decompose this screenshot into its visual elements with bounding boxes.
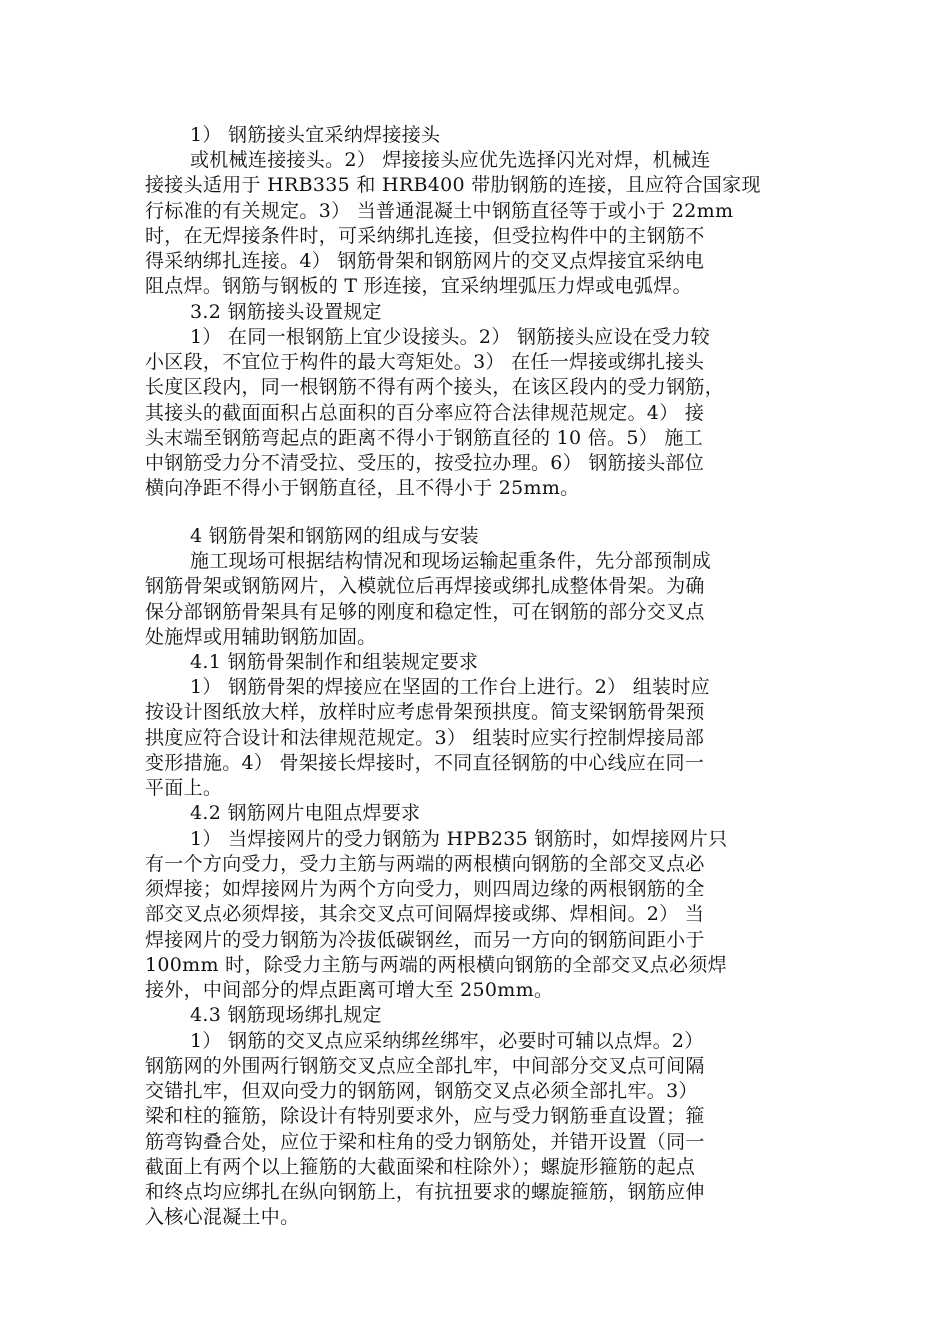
text-line: 头末端至钢筋弯起点的距离不得小于钢筋直径的 10 倍。5） 施工: [145, 427, 703, 449]
text-line: 梁和柱的箍筋，除设计有特别要求外，应与受力钢筋垂直设置；箍: [145, 1105, 705, 1127]
text-line: 处施焊或用辅助钢筋加固。: [145, 626, 377, 648]
text-line: 入核心混凝土中。: [145, 1206, 300, 1228]
text-line: 施工现场可根据结构情况和现场运输起重条件，先分部预制成: [190, 550, 712, 572]
text-line: 须焊接；如焊接网片为两个方向受力，则四周边缘的两根钢筋的全: [145, 878, 705, 900]
text-line: 拱度应符合设计和法律规范规定。3） 组装时应实行控制焊接局部: [145, 727, 705, 749]
text-line: 横向净距不得小于钢筋直径，且不得小于 25mm。: [145, 477, 580, 499]
text-line: 小区段，不宜位于构件的最大弯矩处。3） 在任一焊接或绑扎接头: [145, 351, 705, 373]
text-line: 中钢筋受力分不清受拉、受压的，按受拉办理。6） 钢筋接头部位: [145, 452, 705, 474]
text-line: 长度区段内，同一根钢筋不得有两个接头，在该区段内的受力钢筋，: [145, 376, 725, 398]
text-line: 部交叉点必须焊接，其余交叉点可间隔焊接或绑、焊相间。2） 当: [145, 903, 705, 925]
text-line: 接外，中间部分的焊点距离可增大至 250mm。: [145, 979, 554, 1001]
text-line: 1） 钢筋接头宜采纳焊接接头: [190, 124, 441, 146]
text-line: 钢筋网的外围两行钢筋交叉点应全部扎牢，中间部分交叉点可间隔: [145, 1055, 705, 1077]
text-line: 有一个方向受力，受力主筋与两端的两根横向钢筋的全部交叉点必: [145, 853, 705, 875]
text-line: 和终点均应绑扎在纵向钢筋上，有抗扭要求的螺旋箍筋，钢筋应伸: [145, 1181, 705, 1203]
text-line: 变形措施。4） 骨架接长焊接时，不同直径钢筋的中心线应在同一: [145, 752, 705, 774]
text-line: 其接头的截面面积占总面积的百分率应符合法律规范规定。4） 接: [145, 402, 705, 424]
text-line: 阻点焊。钢筋与钢板的 T 形连接，宜采纳埋弧压力焊或电弧焊。: [145, 275, 692, 297]
section-heading: 4.1 钢筋骨架制作和组装规定要求: [190, 651, 479, 673]
text-line: 钢筋骨架或钢筋网片，入模就位后再焊接或绑扎成整体骨架。为确: [145, 575, 705, 597]
text-line: 时，在无焊接条件时，可采纳绑扎连接，但受拉构件中的主钢筋不: [145, 225, 705, 247]
text-line: 截面上有两个以上箍筋的大截面梁和柱除外）；螺旋形箍筋的起点: [145, 1156, 696, 1178]
text-line: 1） 钢筋的交叉点应采纳绑丝绑牢，必要时可辅以点焊。2）: [190, 1030, 704, 1052]
section-heading: 3.2 钢筋接头设置规定: [190, 301, 382, 323]
text-line: 100mm 时，除受力主筋与两端的两根横向钢筋的全部交叉点必须焊: [145, 954, 727, 976]
text-line: 接接头适用于 HRB335 和 HRB400 带肋钢筋的连接，且应符合国家现: [145, 174, 761, 196]
text-line: 1） 当焊接网片的受力钢筋为 HPB235 钢筋时，如焊接网片只: [190, 828, 728, 850]
text-line: 焊接网片的受力钢筋为冷拔低碳钢丝，而另一方向的钢筋间距小于: [145, 929, 705, 951]
text-line: 筋弯钩叠合处，应位于梁和柱角的受力钢筋处，并错开设置（同一: [145, 1131, 705, 1153]
text-line: 保分部钢筋骨架具有足够的刚度和稳定性，可在钢筋的部分交叉点: [145, 601, 705, 623]
section-heading: 4.3 钢筋现场绑扎规定: [190, 1004, 382, 1026]
text-line: 按设计图纸放大样，放样时应考虑骨架预拱度。简支梁钢筋骨架预: [145, 701, 705, 723]
text-line: 得采纳绑扎连接。4） 钢筋骨架和钢筋网片的交叉点焊接宜采纳电: [145, 250, 705, 272]
text-line: 1） 钢筋骨架的焊接应在坚固的工作台上进行。2） 组装时应: [190, 676, 710, 698]
text-line: 平面上。: [145, 777, 223, 799]
section-heading: 4.2 钢筋网片电阻点焊要求: [190, 802, 421, 824]
text-line: 或机械连接接头。2） 焊接接头应优先选择闪光对焊，机械连: [190, 149, 711, 171]
section-heading: 4 钢筋骨架和钢筋网的组成与安装: [190, 525, 479, 547]
text-line: 行标准的有关规定。3） 当普通混凝土中钢筋直径等于或小于 22mm: [145, 200, 734, 222]
text-line: 交错扎牢，但双向受力的钢筋网，钢筋交叉点必须全部扎牢。3）: [145, 1080, 698, 1102]
text-line: 1） 在同一根钢筋上宜少设接头。2） 钢筋接头应设在受力较: [190, 326, 710, 348]
